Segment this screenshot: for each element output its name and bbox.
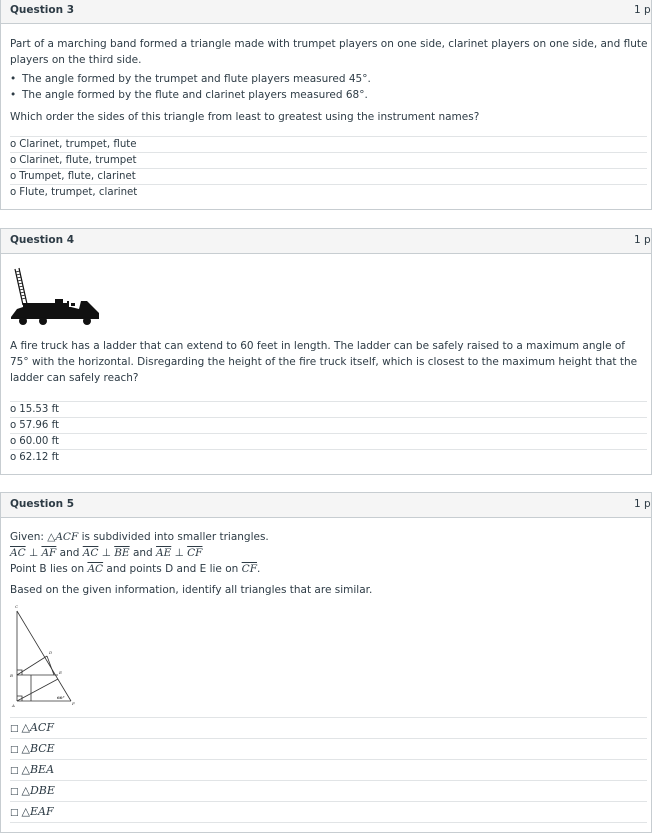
vertex-label: A xyxy=(12,703,15,708)
question-5-header xyxy=(1,493,651,518)
question-text: Which order the sides of this triangle from least to greatest using the instrument names? xyxy=(10,111,480,123)
given-item: • The angle formed by the trumpet and flute players measured 45°. xyxy=(10,71,371,87)
answer-option[interactable] xyxy=(10,402,647,418)
checkbox[interactable]: □ xyxy=(10,787,19,797)
perp-symbol: ⊥ xyxy=(25,547,42,559)
segment: $\overline{AF}$ xyxy=(41,547,57,559)
vertex-label: D xyxy=(49,650,53,655)
answer-option[interactable] xyxy=(10,718,647,739)
question-title: Question 5 xyxy=(10,498,75,510)
segment: $\overline{AC}$ xyxy=(82,547,99,559)
given-item: • The angle formed by the flute and clarinet players measured 68°. xyxy=(10,87,371,103)
radio-button[interactable]: o xyxy=(10,139,17,150)
segment: $\overline{CF}$ xyxy=(187,547,203,559)
answer-label: 62.12 ft xyxy=(19,452,60,463)
points-text: . xyxy=(256,563,261,575)
answer-option[interactable] xyxy=(10,781,647,802)
perp-symbol: ⊥ xyxy=(171,547,188,559)
checkbox[interactable]: □ xyxy=(10,745,19,755)
question-3-card xyxy=(0,0,652,210)
answer-label: Trumpet, flute, clarinet xyxy=(19,171,136,182)
checkbox[interactable]: □ xyxy=(10,766,19,776)
given-suffix: is subdivided into smaller triangles. xyxy=(78,531,269,543)
answer-label: Clarinet, flute, trumpet xyxy=(19,155,137,166)
question-4-header xyxy=(1,229,651,254)
given-triangle: △ACF xyxy=(47,531,79,543)
vertex-label: B xyxy=(10,673,13,678)
vertex-label: E xyxy=(59,670,62,675)
answer-option[interactable] xyxy=(10,739,647,760)
points-text: Point B lies on xyxy=(10,563,88,575)
segment: $\overline{BE}$ xyxy=(114,547,130,559)
answer-list xyxy=(10,136,647,200)
radio-button[interactable]: o xyxy=(10,171,17,182)
segment: $\overline{AE}$ xyxy=(156,547,172,559)
answer-label: △ACF xyxy=(21,721,54,734)
answer-label: △DBE xyxy=(21,784,55,797)
answer-label: △EAF xyxy=(21,805,54,818)
answer-option[interactable] xyxy=(10,153,647,169)
perp-symbol: ⊥ xyxy=(98,547,115,559)
fire-truck-icon xyxy=(11,299,99,325)
answer-option[interactable] xyxy=(10,185,647,200)
fire-truck-figure xyxy=(9,265,101,329)
question-3-header xyxy=(1,0,651,24)
perpendicular-line xyxy=(10,545,202,561)
question-5-card xyxy=(0,492,652,833)
vertex-label: C xyxy=(15,604,19,609)
answer-option[interactable] xyxy=(10,802,647,823)
radio-button[interactable]: o xyxy=(10,187,17,198)
answer-label: 15.53 ft xyxy=(19,404,60,415)
answer-list xyxy=(10,401,647,465)
points-line xyxy=(10,561,260,577)
answer-option[interactable] xyxy=(10,169,647,185)
question-4-card xyxy=(0,228,652,475)
checkbox[interactable]: □ xyxy=(10,724,19,734)
given-list xyxy=(10,71,371,103)
question-points: 1 p xyxy=(634,4,651,16)
ladder-icon xyxy=(15,268,27,305)
answer-option[interactable] xyxy=(10,434,647,450)
given-prefix: Given: xyxy=(10,531,48,543)
answer-option[interactable] xyxy=(10,137,647,153)
radio-button[interactable]: o xyxy=(10,452,17,463)
answer-label: Flute, trumpet, clarinet xyxy=(19,187,138,198)
conjunction: and xyxy=(56,547,83,559)
answer-list xyxy=(10,717,647,823)
radio-button[interactable]: o xyxy=(10,404,17,415)
segment: $\overline{CF}$ xyxy=(241,563,257,575)
radio-button[interactable]: o xyxy=(10,420,17,431)
angle-label: 60° xyxy=(57,695,65,700)
question-points: 1 p xyxy=(634,234,651,246)
radio-button[interactable]: o xyxy=(10,436,17,447)
answer-label: △BCE xyxy=(21,742,55,755)
answer-option[interactable] xyxy=(10,450,647,465)
question-points: 1 p xyxy=(634,498,651,510)
answer-option[interactable] xyxy=(10,418,647,434)
conjunction: and xyxy=(129,547,157,559)
vertex-label: F xyxy=(72,701,75,706)
question-title: Question 3 xyxy=(10,4,75,16)
points-text: and points D and E lie on xyxy=(103,563,242,575)
answer-label: Clarinet, trumpet, flute xyxy=(19,139,137,150)
question-text: Based on the given information, identify all triangles that are similar. xyxy=(10,584,373,596)
triangle-figure xyxy=(9,603,83,709)
answer-label: △BEA xyxy=(21,763,55,776)
radio-button[interactable]: o xyxy=(10,155,17,166)
answer-label: 60.00 ft xyxy=(19,436,60,447)
answer-label: 57.96 ft xyxy=(19,420,60,431)
segment: $\overline{AC}$ xyxy=(10,547,26,559)
checkbox[interactable]: □ xyxy=(10,808,19,818)
segment: $\overline{AC}$ xyxy=(87,563,104,575)
question-prompt: A fire truck has a ladder that can extend to 60 feet in length. The ladder can be safely raised to a maximum angle of 75° with the horizontal. Disregarding the height of the fire truck itself, which is closest to the maximum height that the ladder can safely reach? xyxy=(10,340,638,384)
answer-option[interactable] xyxy=(10,760,647,781)
given-line xyxy=(10,529,269,545)
question-title: Question 4 xyxy=(10,234,75,246)
question-prompt: Part of a marching band formed a triangle made with trumpet players on one side, clarinet players on one side, and flute players on the third side. xyxy=(10,38,648,66)
